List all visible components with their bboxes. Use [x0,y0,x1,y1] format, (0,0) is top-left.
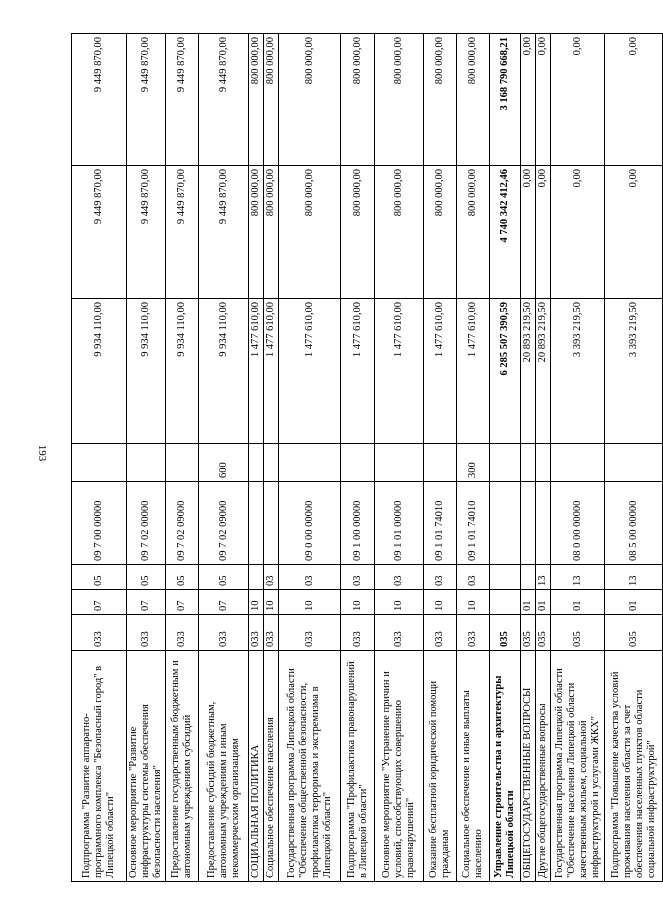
row-vr: 600 [199,444,249,482]
row-vr [521,444,536,482]
row-pr: 03 [341,565,375,590]
row-amount-1: 1 477 610,00 [249,299,264,444]
row-amount-3: 800 000,00 [457,34,490,166]
row-pr: 03 [279,565,341,590]
row-pr: 05 [166,565,199,590]
row-amount-2: 800 000,00 [341,166,375,299]
row-rz: 07 [199,590,249,615]
row-amount-1: 9 934 110,00 [166,299,199,444]
row-rz: 10 [341,590,375,615]
table-row [424,34,457,882]
row-amount-1: 3 393 219,50 [551,299,605,444]
row-amount-1: 9 934 110,00 [127,299,166,444]
row-vr [551,444,605,482]
row-amount-3: 800 000,00 [279,34,341,166]
row-name: Управление строительства и архитектуры Липецкой области [490,651,521,882]
row-csr: 09 1 01 74010 [457,482,490,565]
row-amount-2: 800 000,00 [249,166,264,299]
row-name: Другие общегосударственные вопросы [536,651,551,882]
row-amount-3: 9 449 870,00 [72,34,127,166]
row-name: Основное мероприятие "Развитие инфраструктуры системы обеспечения безопасности населения" [127,651,166,882]
row-ved: 033 [264,615,279,651]
row-amount-3: 800 000,00 [375,34,424,166]
row-amount-3: 800 000,00 [249,34,264,166]
row-ved: 035 [521,615,536,651]
row-amount-2: 0,00 [605,166,663,299]
row-amount-1: 9 934 110,00 [72,299,127,444]
row-amount-2: 9 449 870,00 [72,166,127,299]
row-pr [521,565,536,590]
table-row [521,34,536,882]
row-pr: 05 [199,565,249,590]
row-amount-1: 20 893 219,50 [521,299,536,444]
row-rz: 01 [521,590,536,615]
row-vr [424,444,457,482]
row-vr [166,444,199,482]
row-csr: 09 7 02 00000 [127,482,166,565]
row-vr [341,444,375,482]
row-amount-2: 9 449 870,00 [127,166,166,299]
row-amount-1: 20 893 219,50 [536,299,551,444]
table-row [127,34,166,882]
row-vr [279,444,341,482]
row-pr: 03 [264,565,279,590]
row-vr [72,444,127,482]
row-name: Социальное обеспечение и иные выплаты населению [457,651,490,882]
row-name: Подпрограмма "Профилактика правонарушений в Липецкой области" [341,651,375,882]
row-pr: 13 [605,565,663,590]
row-amount-3: 3 168 790 668,21 [490,34,521,166]
table-row [166,34,199,882]
row-csr: 09 0 00 00000 [279,482,341,565]
row-amount-3: 0,00 [551,34,605,166]
row-name: Основное мероприятие "Устранение причин и условий, способствующих совершению правонарушений" [375,651,424,882]
row-csr: 09 7 02 09000 [166,482,199,565]
row-pr: 13 [551,565,605,590]
row-rz: 10 [264,590,279,615]
row-rz: 07 [72,590,127,615]
row-vr [490,444,521,482]
row-amount-2: 800 000,00 [279,166,341,299]
row-amount-3: 9 449 870,00 [127,34,166,166]
row-amount-2: 4 740 342 412,46 [490,166,521,299]
row-ved: 035 [551,615,605,651]
row-csr [264,482,279,565]
row-ved: 033 [341,615,375,651]
row-rz: 01 [551,590,605,615]
row-amount-2: 0,00 [536,166,551,299]
row-amount-2: 9 449 870,00 [199,166,249,299]
row-amount-2: 800 000,00 [457,166,490,299]
row-pr: 03 [375,565,424,590]
row-amount-3: 800 000,00 [424,34,457,166]
rotated-table-wrapper [71,34,657,882]
row-amount-2: 9 449 870,00 [166,166,199,299]
row-name: Государственная программа Липецкой области "Обеспечение общественной безопасности, профилактика терроризма и экстремизма в Липецкой области" [279,651,341,882]
row-pr: 05 [72,565,127,590]
row-pr: 05 [127,565,166,590]
row-amount-2: 0,00 [551,166,605,299]
row-amount-1: 1 477 610,00 [375,299,424,444]
row-amount-3: 0,00 [536,34,551,166]
row-vr [127,444,166,482]
row-ved: 033 [457,615,490,651]
row-amount-1: 3 393 219,50 [605,299,663,444]
table-row [457,34,490,882]
row-ved: 033 [127,615,166,651]
row-amount-1: 9 934 110,00 [199,299,249,444]
table-row [605,34,663,882]
row-name: Предоставление государственным бюджетным и автономным учреждениям субсидий [166,651,199,882]
row-ved: 035 [490,615,521,651]
row-name: ОБЩЕГОСУДАРСТВЕННЫЕ ВОПРОСЫ [521,651,536,882]
row-ved: 035 [605,615,663,651]
row-amount-3: 800 000,00 [264,34,279,166]
row-ved: 035 [536,615,551,651]
row-amount-3: 9 449 870,00 [199,34,249,166]
row-rz: 10 [249,590,264,615]
row-amount-3: 800 000,00 [341,34,375,166]
table-row [375,34,424,882]
row-rz: 10 [375,590,424,615]
row-csr: 09 1 01 00000 [375,482,424,565]
row-pr [249,565,264,590]
row-rz: 10 [424,590,457,615]
table-row [536,34,551,882]
row-name: Государственная программа Липецкой области "Обеспечение населения Липецкой области качественным жильем, социальной инфраструктурой и услугами ЖКХ" [551,651,605,882]
row-rz: 01 [605,590,663,615]
table-row [199,34,249,882]
row-ved: 033 [166,615,199,651]
row-ved: 033 [279,615,341,651]
row-name: Подпрограмма "Развитие аппаратно-программного комплекса "Безопасный город" в Липецкой области" [72,651,127,882]
row-ved: 033 [199,615,249,651]
row-vr [536,444,551,482]
row-csr: 08 0 00 00000 [551,482,605,565]
row-csr: 09 1 01 74010 [424,482,457,565]
page-number: 193 [36,444,48,462]
table-row [264,34,279,882]
row-name: Подпрограмма "Повышение качества условий проживания населения области за счет обеспечения населенных пунктов области социальной инфраструктурой" [605,651,663,882]
table-row [551,34,605,882]
row-rz: 10 [457,590,490,615]
row-ved: 033 [424,615,457,651]
row-amount-3: 0,00 [521,34,536,166]
row-pr: 03 [424,565,457,590]
row-vr [605,444,663,482]
row-csr [249,482,264,565]
row-rz: 07 [166,590,199,615]
row-amount-2: 800 000,00 [264,166,279,299]
row-pr: 13 [536,565,551,590]
row-ved: 033 [72,615,127,651]
row-csr: 09 7 00 00000 [72,482,127,565]
row-amount-1: 1 477 610,00 [424,299,457,444]
row-name: Предоставление субсидий бюджетным, автономным учреждениям и иным некоммерческим организациям [199,651,249,882]
row-amount-1: 6 285 507 390,59 [490,299,521,444]
row-amount-1: 1 477 610,00 [279,299,341,444]
row-name: Оказание бесплатной юридической помощи гражданам [424,651,457,882]
table-body [72,34,663,882]
table-row [341,34,375,882]
table-row [249,34,264,882]
row-rz: 07 [127,590,166,615]
row-rz: 01 [536,590,551,615]
table-row [490,34,521,882]
row-vr [375,444,424,482]
row-vr: 300 [457,444,490,482]
row-rz [490,590,521,615]
row-amount-1: 1 477 610,00 [341,299,375,444]
row-amount-2: 800 000,00 [424,166,457,299]
row-csr: 09 7 02 09000 [199,482,249,565]
row-name: Социальное обеспечение населения [264,651,279,882]
row-amount-2: 0,00 [521,166,536,299]
table-row [72,34,127,882]
row-csr [536,482,551,565]
row-amount-3: 9 449 870,00 [166,34,199,166]
row-csr: 08 5 00 00000 [605,482,663,565]
row-vr [249,444,264,482]
row-ved: 033 [249,615,264,651]
row-csr [521,482,536,565]
row-csr [490,482,521,565]
row-rz: 10 [279,590,341,615]
row-amount-1: 1 477 610,00 [457,299,490,444]
budget-table [71,33,663,882]
row-csr: 09 1 00 00000 [341,482,375,565]
row-pr: 03 [457,565,490,590]
table-row [279,34,341,882]
row-vr [264,444,279,482]
row-pr [490,565,521,590]
row-name: СОЦИАЛЬНАЯ ПОЛИТИКА [249,651,264,882]
row-amount-1: 1 477 610,00 [264,299,279,444]
row-ved: 033 [375,615,424,651]
row-amount-3: 0,00 [605,34,663,166]
row-amount-2: 800 000,00 [375,166,424,299]
